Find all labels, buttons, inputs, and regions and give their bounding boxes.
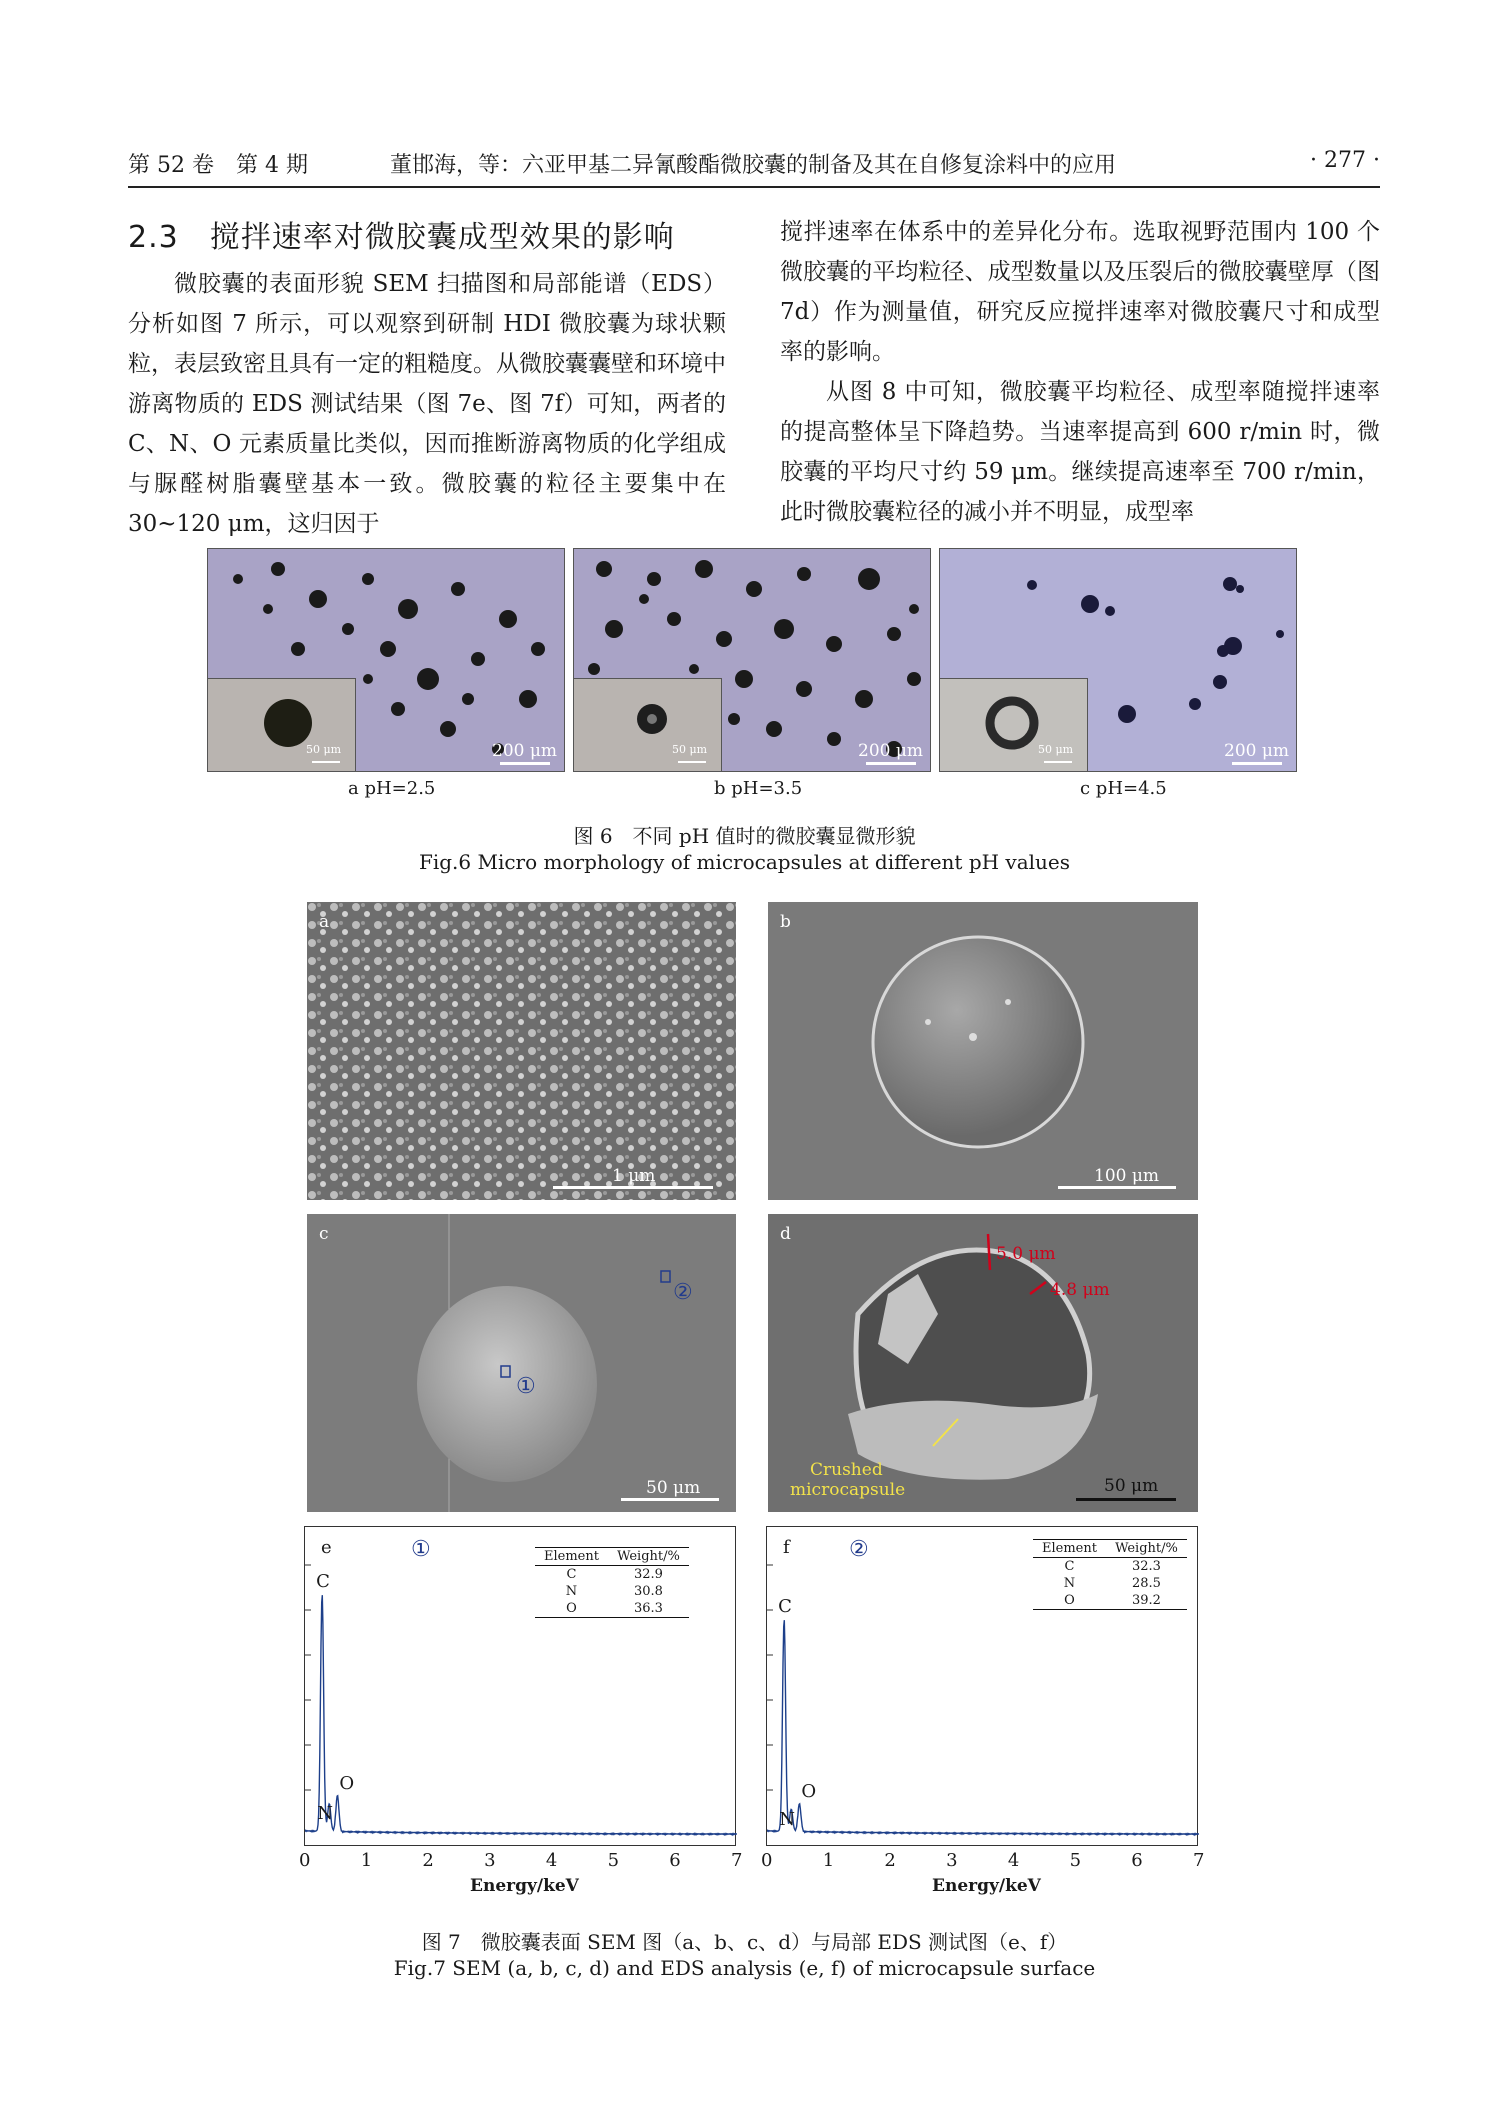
eds-table-f: [1033, 1539, 1187, 1610]
x-tick-label: 0: [299, 1850, 311, 1871]
inset-scale-bar-c: [1044, 761, 1072, 763]
x-tick-label: 5: [607, 1850, 620, 1871]
peak-label-C: C: [778, 1596, 792, 1618]
eds-table-header-weight: Weight/%: [1106, 1540, 1187, 1558]
eds-table-cell: O: [535, 1600, 608, 1618]
fig6-caption-en: Fig.6 Micro morphology of microcapsules at different pH values: [418, 850, 1071, 874]
eds-table-header-weight: Weight/%: [608, 1548, 689, 1566]
x-tick-label: 6: [669, 1850, 681, 1871]
sem-panel-b: [768, 902, 1198, 1200]
eds-letter-f: f: [783, 1537, 790, 1558]
running-header: [128, 148, 1380, 188]
eds-table-cell: 36.3: [608, 1600, 689, 1618]
x-tick-label: 1: [360, 1850, 373, 1871]
sem-letter-a: a: [319, 912, 330, 932]
sem-scale-label-a: 1 μm: [612, 1166, 656, 1186]
sem-sphere-b: [768, 902, 1198, 1200]
header-rule: [128, 186, 1380, 188]
scale-label-a: 200 μm: [492, 741, 558, 761]
x-axis-title: Energy/keV: [932, 1876, 1041, 1896]
eds-table-cell: 30.8: [634, 1584, 663, 1599]
scale-label-c: 200 μm: [1224, 741, 1290, 761]
right-column: [780, 212, 1380, 532]
x-tick-label: 5: [1069, 1850, 1082, 1871]
sem-letter-b: b: [780, 912, 791, 932]
crushed-label-1: Crushed: [810, 1460, 883, 1480]
x-tick-label: 7: [1193, 1850, 1205, 1871]
eds-marker-e: ①: [411, 1537, 431, 1562]
sem-scale-label-b: 100 μm: [1094, 1166, 1160, 1186]
inset-c: [940, 678, 1088, 771]
eds-table-cell: 32.3: [1132, 1559, 1161, 1574]
inset-scale-label-a: 50 μm: [306, 743, 342, 756]
crushed-label-2: microcapsule: [790, 1480, 906, 1500]
inset-scale-bar-a: [312, 761, 340, 763]
fig6-subcaption-b: b pH=3.5: [714, 778, 803, 799]
eds-table-cell: N: [565, 1584, 578, 1599]
inset-scale-label-b: 50 μm: [672, 743, 708, 756]
x-tick-label: 2: [884, 1850, 896, 1871]
eds-table-cell: N: [1063, 1576, 1076, 1591]
x-tick-label: 7: [731, 1850, 743, 1871]
eds-table-cell: C: [1064, 1559, 1075, 1574]
sem-panel-d: [768, 1214, 1198, 1512]
x-tick-label: 6: [1131, 1850, 1143, 1871]
header-page-number: · 277 ·: [1310, 148, 1380, 173]
wall-thickness-2: 4.8 μm: [1050, 1280, 1110, 1300]
x-tick-label: 3: [484, 1850, 496, 1871]
section-title: 2.3 搅拌速率对微胶囊成型效果的影响: [128, 220, 675, 255]
fig7-caption-cn: 图 7 微胶囊表面 SEM 图（a、b、c、d）与局部 EDS 测试图（e、f）: [421, 1930, 1068, 1954]
fig7-caption-en: Fig.7 SEM (a, b, c, d) and EDS analysis (e, f) of microcapsule surface: [393, 1956, 1096, 1980]
eds-table-cell: 32.9: [634, 1567, 663, 1582]
x-tick-label: 2: [422, 1850, 434, 1871]
wall-thickness-1: 5.0 μm: [996, 1244, 1056, 1264]
peak-label-C: C: [316, 1571, 330, 1592]
inset-particle-a: [208, 679, 355, 771]
fig6-subcaption-c: c pH=4.5: [1080, 778, 1167, 799]
x-tick-label: 3: [946, 1850, 958, 1871]
eds-spot-1: ①: [516, 1374, 536, 1399]
right-continuation: 搅拌速率在体系中的差异化分布。选取视野范围内 100 个微胶囊的平均粒径、成型数量以及压裂后的微胶囊壁厚（图 7d）作为测量值，研究反应搅拌速率对微胶囊尺寸和成型率的影响。: [780, 219, 1380, 365]
micrograph-b: [573, 548, 931, 772]
sem-particle-c: [307, 1214, 736, 1512]
spectrum-line: [305, 1595, 737, 1835]
x-tick-label: 0: [761, 1850, 773, 1871]
micrograph-a: [207, 548, 565, 772]
x-tick-label: 1: [822, 1850, 835, 1871]
eds-table-header-element: Element: [535, 1548, 608, 1566]
peak-label-N: N: [317, 1803, 333, 1824]
header-volume: 第 52 卷: [128, 153, 214, 178]
sem-panel-a: [307, 902, 736, 1200]
x-tick-label: 4: [545, 1850, 558, 1871]
scale-bar-a: [500, 762, 550, 765]
scale-bar-c: [1232, 762, 1282, 765]
inset-scale-bar-b: [678, 761, 706, 763]
fig6-subcaption-a: a pH=2.5: [348, 778, 436, 799]
eds-table-header-element: Element: [1033, 1540, 1106, 1558]
eds-letter-e: e: [321, 1537, 332, 1558]
inset-scale-label-c: 50 μm: [1038, 743, 1074, 756]
sem-scale-bar-d: [1076, 1498, 1176, 1501]
scale-label-b: 200 μm: [858, 741, 924, 761]
x-tick-label: 4: [1007, 1850, 1020, 1871]
inset-b: [574, 678, 722, 771]
fig6-caption-cn: 图 6 不同 pH 值时的微胶囊显微形貌: [573, 824, 916, 848]
sem-letter-c: c: [319, 1224, 329, 1244]
header-issue: 第 4 期: [236, 153, 308, 178]
micrograph-c: [939, 548, 1297, 772]
x-axis-title: Energy/keV: [470, 1876, 579, 1896]
sem-panel-c: [307, 1214, 736, 1512]
eds-chart-e: [304, 1526, 736, 1846]
eds-spot-2: ②: [673, 1280, 693, 1305]
eds-marker-f: ②: [849, 1537, 869, 1562]
peak-label-N: N: [779, 1808, 795, 1830]
eds-table-cell: 28.5: [1132, 1576, 1161, 1591]
sem-scale-bar-a: [553, 1186, 713, 1189]
sem-texture-a: [307, 902, 736, 1200]
left-paragraph: 微胶囊的表面形貌 SEM 扫描图和局部能谱（EDS）分析如图 7 所示，可以观察到研制 HDI 微胶囊为球状颗粒，表层致密且具有一定的粗糙度。从微胶囊囊壁和环境中游离物质的 EDS 测试结果（图 7e、图 7f）可知，两者的 C、N、O 元素质量比类似，因而推断游离物质的化学组成与脲醛树脂囊壁基本一致。微胶囊的粒径主要集中在 30~120 μm，这归因于: [128, 271, 726, 537]
sem-scale-label-c: 50 μm: [646, 1478, 701, 1498]
right-paragraph: 从图 8 中可知，微胶囊平均粒径、成型率随搅拌速率的提高整体呈下降趋势。当速率提高到 600 r/min 时，微胶囊的平均尺寸约 59 μm。继续提高速率至 700 r/min，此时微胶囊粒径的减小并不明显，成型率: [780, 379, 1380, 525]
left-column: [128, 264, 726, 544]
inset-particle-c: [940, 679, 1087, 771]
header-title: 董邯海，等：六亚甲基二异氰酸酯微胶囊的制备及其在自修复涂料中的应用: [390, 153, 1117, 178]
peak-label-O: O: [801, 1781, 817, 1802]
sem-scale-label-d: 50 μm: [1104, 1476, 1159, 1496]
sem-scale-bar-b: [1058, 1186, 1176, 1189]
inset-a: [208, 678, 356, 771]
inset-particle-b: [574, 679, 721, 771]
scale-bar-b: [866, 762, 916, 765]
sem-scale-bar-c: [621, 1498, 719, 1501]
peak-label-O: O: [339, 1772, 355, 1794]
eds-table-cell: O: [1033, 1592, 1106, 1610]
eds-table-e: [535, 1547, 689, 1618]
sem-letter-d: d: [780, 1224, 791, 1244]
spectrum-line: [767, 1620, 1199, 1835]
eds-table-cell: C: [566, 1567, 577, 1582]
eds-chart-f: [766, 1526, 1198, 1846]
eds-table-cell: 39.2: [1106, 1592, 1187, 1610]
